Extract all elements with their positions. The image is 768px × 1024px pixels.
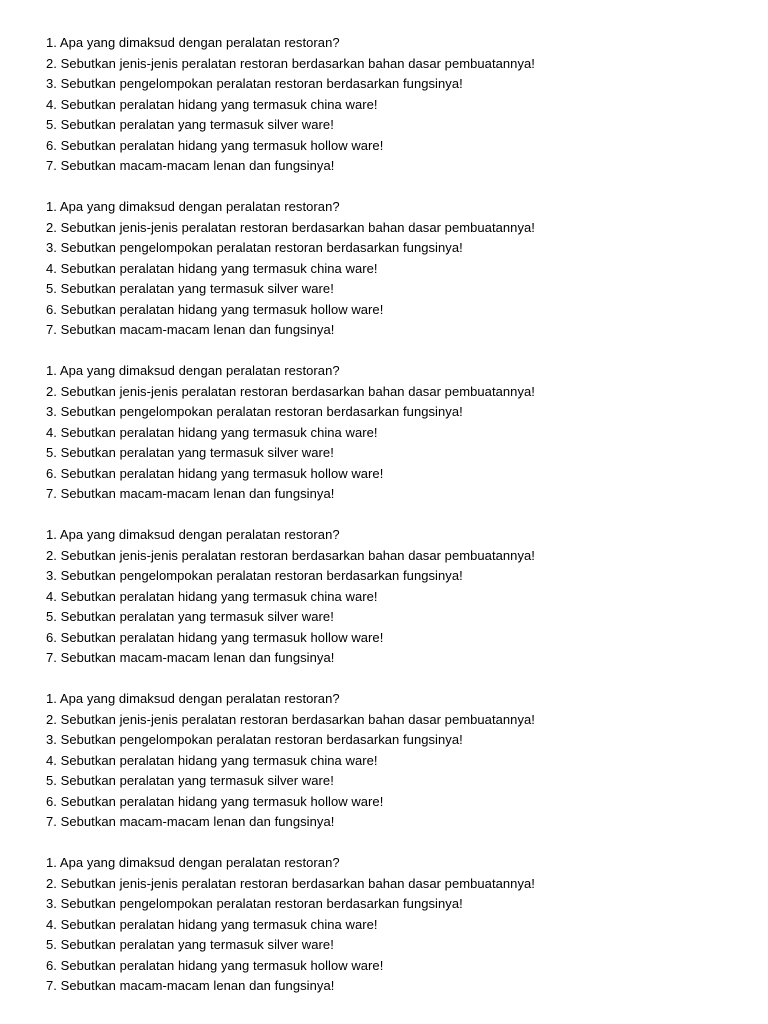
question-number: 5.: [46, 445, 57, 460]
question-item: [46, 484, 726, 505]
question-number: 5.: [46, 117, 57, 132]
question-text: Sebutkan jenis-jenis peralatan restoran berdasarkan bahan dasar pembuatannya!: [60, 219, 535, 235]
question-number: 3.: [46, 896, 57, 911]
question-text: Sebutkan peralatan hidang yang termasuk hollow ware!: [60, 465, 384, 481]
question-item: [46, 792, 726, 813]
question-item: [46, 300, 726, 321]
question-number: 4.: [46, 588, 57, 604]
question-text: Sebutkan pengelompokan peralatan restoran berdasarkan fungsinya!: [60, 240, 463, 255]
question-text: Sebutkan peralatan hidang yang termasuk hollow ware!: [60, 957, 384, 973]
question-number: 4.: [46, 752, 57, 768]
question-number: 5.: [46, 281, 57, 296]
question-text: Sebutkan macam-macam lenan dan fungsinya!: [60, 158, 335, 173]
question-number: 7.: [46, 486, 57, 501]
question-text: Sebutkan peralatan hidang yang termasuk china ware!: [60, 96, 378, 112]
question-text: Sebutkan peralatan hidang yang termasuk hollow ware!: [60, 301, 384, 317]
question-text: Apa yang dimaksud dengan peralatan restoran?: [59, 199, 340, 214]
question-text: Sebutkan peralatan hidang yang termasuk china ware!: [60, 588, 378, 604]
question-number: 6.: [46, 957, 57, 973]
question-item: [46, 279, 726, 300]
question-number: 3.: [46, 240, 57, 255]
question-block-5: [46, 689, 726, 833]
question-item: [46, 710, 726, 731]
question-item: [46, 423, 726, 444]
question-number: 6.: [46, 301, 57, 317]
question-item: [46, 382, 726, 403]
question-number: 4.: [46, 916, 57, 932]
question-item: [46, 587, 726, 608]
question-item: [46, 525, 726, 546]
question-text: Sebutkan peralatan hidang yang termasuk china ware!: [60, 752, 378, 768]
question-block-3: [46, 361, 726, 505]
question-text: Sebutkan peralatan hidang yang termasuk china ware!: [60, 260, 378, 276]
question-item: [46, 197, 726, 218]
question-item: [46, 115, 726, 136]
question-item: [46, 874, 726, 895]
question-text: Sebutkan macam-macam lenan dan fungsinya!: [60, 650, 335, 665]
question-block-4: [46, 525, 726, 669]
question-number: 1.: [46, 527, 57, 542]
question-text: Sebutkan pengelompokan peralatan restoran berdasarkan fungsinya!: [60, 896, 463, 911]
question-number: 7.: [46, 978, 57, 993]
question-item: [46, 915, 726, 936]
question-text: Sebutkan peralatan yang termasuk silver ware!: [60, 281, 334, 296]
question-item: [46, 935, 726, 956]
question-text: Sebutkan jenis-jenis peralatan restoran berdasarkan bahan dasar pembuatannya!: [60, 383, 535, 399]
question-item: [46, 218, 726, 239]
question-text: Sebutkan jenis-jenis peralatan restoran berdasarkan bahan dasar pembuatannya!: [60, 55, 535, 71]
question-item: [46, 771, 726, 792]
question-number: 2.: [46, 547, 57, 563]
question-number: 1.: [46, 691, 57, 706]
question-item: [46, 853, 726, 874]
question-number: 2.: [46, 383, 57, 399]
question-item: [46, 95, 726, 116]
question-item: [46, 546, 726, 567]
question-number: 7.: [46, 158, 57, 173]
question-item: [46, 976, 726, 997]
question-number: 3.: [46, 404, 57, 419]
question-number: 6.: [46, 793, 57, 809]
question-item: [46, 402, 726, 423]
question-number: 5.: [46, 773, 57, 788]
question-number: 6.: [46, 629, 57, 645]
question-text: Sebutkan macam-macam lenan dan fungsinya!: [60, 486, 335, 501]
question-text: Sebutkan pengelompokan peralatan restoran berdasarkan fungsinya!: [60, 76, 463, 91]
question-item: [46, 33, 726, 54]
question-item: [46, 751, 726, 772]
question-text: Sebutkan peralatan yang termasuk silver ware!: [60, 445, 334, 460]
question-text: Apa yang dimaksud dengan peralatan restoran?: [59, 363, 340, 378]
question-text: Sebutkan jenis-jenis peralatan restoran berdasarkan bahan dasar pembuatannya!: [60, 875, 535, 891]
question-number: 2.: [46, 875, 57, 891]
question-number: 7.: [46, 814, 57, 829]
question-block-2: [46, 197, 726, 341]
question-item: [46, 136, 726, 157]
question-text: Sebutkan jenis-jenis peralatan restoran berdasarkan bahan dasar pembuatannya!: [60, 547, 535, 563]
question-text: Apa yang dimaksud dengan peralatan restoran?: [59, 855, 340, 870]
question-number: 2.: [46, 711, 57, 727]
question-text: Sebutkan peralatan yang termasuk silver ware!: [60, 937, 334, 952]
question-item: [46, 464, 726, 485]
question-text: Sebutkan macam-macam lenan dan fungsinya!: [60, 814, 335, 829]
question-item: [46, 689, 726, 710]
question-item: [46, 259, 726, 280]
question-item: [46, 74, 726, 95]
question-number: 1.: [46, 35, 57, 50]
question-text: Sebutkan jenis-jenis peralatan restoran berdasarkan bahan dasar pembuatannya!: [60, 711, 535, 727]
question-item: [46, 54, 726, 75]
question-item: [46, 566, 726, 587]
question-number: 4.: [46, 260, 57, 276]
question-text: Sebutkan macam-macam lenan dan fungsinya!: [60, 978, 335, 993]
question-number: 3.: [46, 568, 57, 583]
question-item: [46, 730, 726, 751]
question-number: 3.: [46, 76, 57, 91]
question-text: Sebutkan pengelompokan peralatan restoran berdasarkan fungsinya!: [60, 568, 463, 583]
question-number: 1.: [46, 199, 57, 214]
question-item: [46, 648, 726, 669]
question-text: Apa yang dimaksud dengan peralatan restoran?: [59, 35, 340, 50]
question-item: [46, 361, 726, 382]
question-item: [46, 238, 726, 259]
question-block-1: [46, 33, 726, 177]
question-item: [46, 320, 726, 341]
question-number: 7.: [46, 650, 57, 665]
question-text: Sebutkan pengelompokan peralatan restoran berdasarkan fungsinya!: [60, 404, 463, 419]
question-text: Sebutkan peralatan hidang yang termasuk china ware!: [60, 916, 378, 932]
question-number: 2.: [46, 219, 57, 235]
question-number: 1.: [46, 363, 57, 378]
question-text: Sebutkan peralatan hidang yang termasuk china ware!: [60, 424, 378, 440]
question-item: [46, 156, 726, 177]
question-text: Sebutkan peralatan yang termasuk silver ware!: [60, 609, 334, 624]
question-item: [46, 443, 726, 464]
question-number: 1.: [46, 855, 57, 870]
question-number: 6.: [46, 465, 57, 481]
question-text: Apa yang dimaksud dengan peralatan restoran?: [59, 691, 340, 706]
question-text: Apa yang dimaksud dengan peralatan restoran?: [59, 527, 340, 542]
question-number: 6.: [46, 137, 57, 153]
question-item: [46, 628, 726, 649]
question-text: Sebutkan peralatan hidang yang termasuk hollow ware!: [60, 137, 384, 153]
question-number: 4.: [46, 424, 57, 440]
question-text: Sebutkan peralatan yang termasuk silver ware!: [60, 117, 334, 132]
question-number: 4.: [46, 96, 57, 112]
question-number: 2.: [46, 55, 57, 71]
question-number: 5.: [46, 609, 57, 624]
question-text: Sebutkan pengelompokan peralatan restoran berdasarkan fungsinya!: [60, 732, 463, 747]
question-item: [46, 607, 726, 628]
question-number: 3.: [46, 732, 57, 747]
question-text: Sebutkan peralatan hidang yang termasuk hollow ware!: [60, 793, 384, 809]
question-number: 5.: [46, 937, 57, 952]
question-block-6: [46, 853, 726, 997]
question-item: [46, 894, 726, 915]
question-text: Sebutkan macam-macam lenan dan fungsinya!: [60, 322, 335, 337]
question-item: [46, 812, 726, 833]
question-text: Sebutkan peralatan hidang yang termasuk hollow ware!: [60, 629, 384, 645]
question-number: 7.: [46, 322, 57, 337]
question-text: Sebutkan peralatan yang termasuk silver ware!: [60, 773, 334, 788]
question-item: [46, 956, 726, 977]
